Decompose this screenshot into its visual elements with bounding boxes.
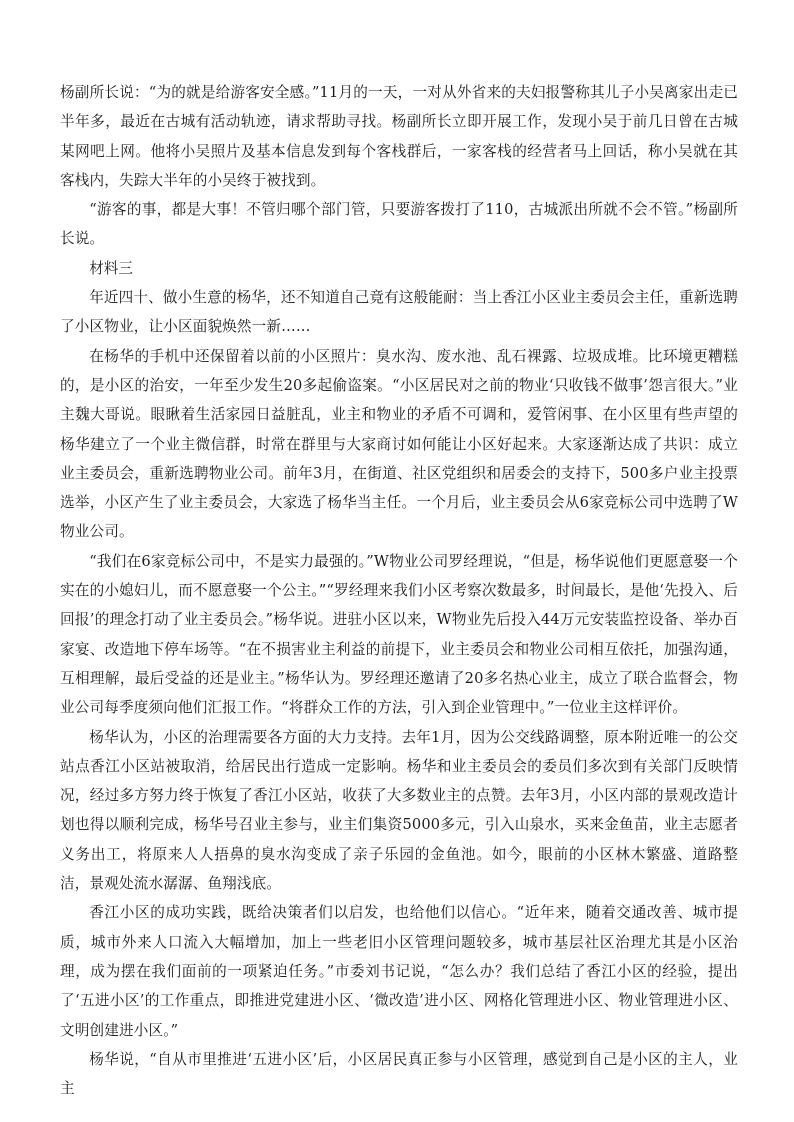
- paragraph-missing-child-story: 杨副所长说：“为的就是给游客安全感。”11月的一天，一对从外省来的夫妇报警称其儿子小吴离家出走已半年多，最近在古城有活动轨迹，请求帮助寻找。杨副所长立即开展工作，发现小吴于前几日曾在古城某网吧上网。他将小吴照片及基本信息发到每个客栈群后，一家客栈的经营者马上回话，称小吴就在其客栈内，失踪大半年的小吴终于被找到。: [60, 84, 738, 189]
- section-heading-material-three: 材料三: [89, 259, 133, 277]
- paragraph-city-practice: 香江小区的成功实践，既给决策者们以启发，也给他们以信心。“近年来，随着交通改善、城市提质，城市外来人口流入大幅增加，加上一些老旧小区管理问题较多，城市基层社区治理尤其是小区治理，成为摆在我们面前的一项紧迫任务。”市委刘书记说，“怎么办？我们总结了香江小区的经验，提出了‘五进小区’的工作重点，即推进党建进小区、‘微改造’进小区、网格化管理进小区、物业管理进小区、文明创建进小区。”: [60, 904, 738, 1039]
- paragraph-police-quote: “游客的事，都是大事！不管归哪个部门管，只要游客拨打了110，古城派出所就不会不管。”杨副所长说。: [60, 201, 738, 248]
- paragraph-community-past: 在杨华的手机中还保留着以前的小区照片：臭水沟、废水池、乱石裸露、垃圾成堆。比环境更糟糕的，是小区的治安，一年至少发生20多起偷盗案。“小区居民对之前的物业‘只收钱不做事’怨言很大。”业主魏大哥说。眼瞅着生活家园日益脏乱，业主和物业的矛盾不可调和，爱管闲事、在小区里有些声望的杨华建立了一个业主微信群，时常在群里与大家商讨如何能让小区好起来。大家逐渐达成了共识：成立业主委员会，重新选聘物业公司。前年3月，在街道、社区党组织和居委会的支持下，500多户业主投票选举，小区产生了业主委员会，大家选了杨华当主任。一个月后，业主委员会从6家竞标公司中选聘了W物业公司。: [60, 347, 738, 541]
- paragraph-property-company: “我们在6家竞标公司中，不是实力最强的。”W物业公司罗经理说，“但是，杨华说他们更愿意娶一个实在的小媳妇儿，而不愿意娶一个公主。”“罗经理来我们小区考察次数最多，时间最长，是他‘先投入、后回报’的理念打动了业主委员会。”杨华说。进驻小区以来，W物业先后投入44万元安装监控设备、举办百家宴、改造地下停车场等。“在不损害业主利益的前提下，业主委员会和物业公司相互依托，加强沟通，互相理解，最后受益的还是业主。”杨华认为。罗经理还邀请了20多名热心业主，成立了联合监督会，物业公司每季度须向他们汇报工作。“将群众工作的方法，引入到企业管理中。”一位业主这样评价。: [60, 552, 738, 717]
- paragraph-yanghua-intro: 年近四十、做小生意的杨华，还不知道自己竟有这般能耐：当上香江小区业主委员会主任，重新选聘了小区物业，让小区面貌焕然一新……: [60, 289, 738, 336]
- paragraph-governance-support: 杨华认为，小区的治理需要各方面的大力支持。去年1月，因为公交线路调整，原本附近唯一的公交站点香江小区站被取消，给居民出行造成一定影响。杨华和业主委员会的委员们多次到有关部门反映情况，经过多方努力终于恢复了香江小区站，收获了大多数业主的点赞。去年3月，小区内部的景观改造计划也得以顺利完成，杨华号召业主参与，业主们集资5000多元，引入山泉水，买来金鱼苗，业主志愿者义务出工，将原来人人捂鼻的臭水沟变成了亲子乐园的金鱼池。如今，眼前的小区林木繁盛、道路整洁，景观处流水潺潺、鱼翔浅底。: [60, 728, 738, 893]
- document-page: [60, 78, 738, 1103]
- paragraph-five-entries: 杨华说，“自从市里推进‘五进小区’后，小区居民真正参与小区管理，感觉到自己是小区的主人，业主: [60, 1050, 738, 1098]
